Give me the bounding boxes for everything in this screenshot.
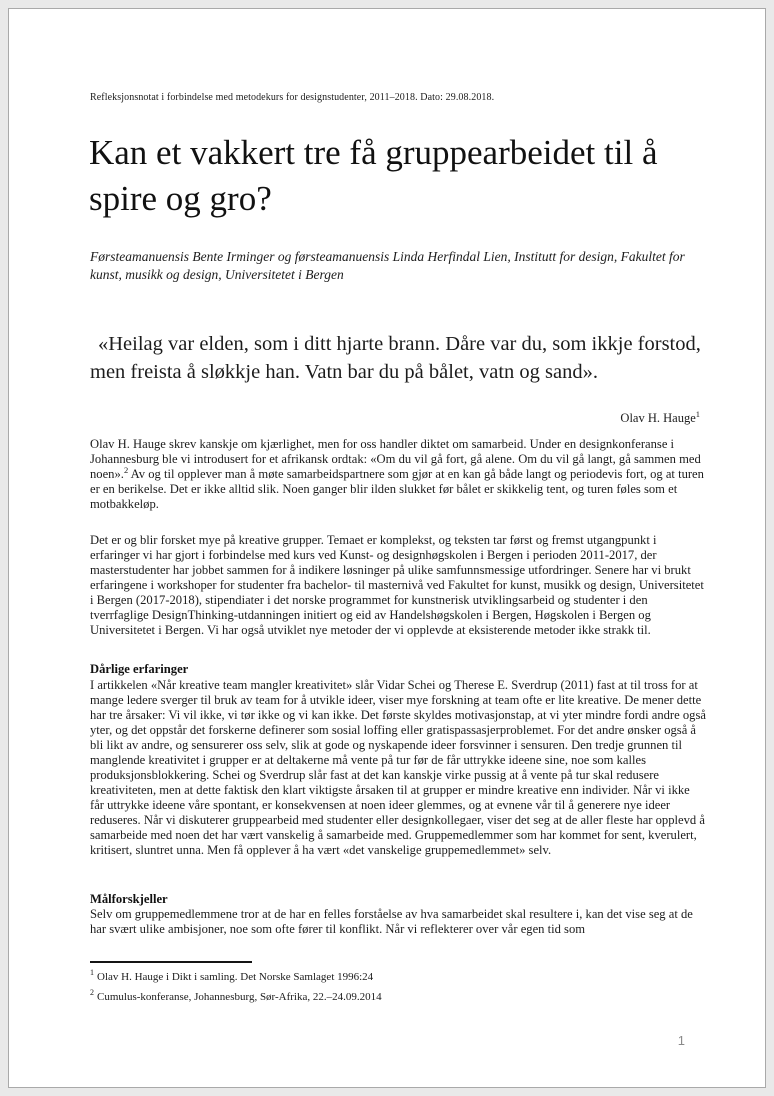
footnote-1-number: 1	[90, 968, 94, 978]
paragraph-darlige-erfaringer: I artikkelen «Når kreative team mangler kreativitet» slår Vidar Schei og Therese E. Sverdrup (2011) fast at til tross for at mange ledere sverger til bruk av team for å utvikle ideer, viser mye forskning at team ofte er lite kreative. De mener dette har tre årsaker: Vi vil ikke, vi tør ikke og vi kan ikke. Det første skyldes motivasjonstap, at vi yter mindre fordi andre også yter, og det oppstår det forskerne definerer som sosial loffing eller gratispassasjerproblemet. For det andre ønsker også å bli likt av andre, og sensurerer oss selv, slik at gode og nyskapende ideer forsvinner i sensuren. Den tredje grunnen til manglende kreativitet i grupper er at deltakerne må vente på tur før de får uttrykke ideene sine, noe som kalles produksjonsblokkering. Schei og Sverdrup slår fast at det kan kanskje virke pussig at å vente på tur skal redusere kreativiteten, men at dette faktisk den klart viktigste årsaken til at grupper er mindre kreative enn individer. Når vi ikke får uttrykke ideene våre spontant, er konsekvensen at noen ideer glemmes, og at evnene vår til å generere nye ideer reduseres. Når vi diskuterer gruppearbeid med studenter eller designkollegaer, viser det seg at de aller fleste har opplevd å samarbeide med noen det har vært vanskelig å samarbeide med. Gruppemedlemmer som har kommet for sent, kverulert, kritisert, sluntret unna. Men få opplever å ha vært «det vanskelige gruppemedlemmet» selv.	[90, 678, 706, 857]
footnote-1-text: Olav H. Hauge i Dikt i samling. Det Norske Samlaget 1996:24	[97, 971, 374, 983]
paragraph-intro-text-post: Av og til opplever man å møte samarbeidspartnere som gjør at en kan gå både langt og periodevis fort, og at turen er en berikelse. Det er ikke alltid slik. Noen ganger blir ilden slukket før bålet er skikkelig tent, og turen føles som et motbakkeløp.	[90, 467, 704, 511]
quote-attribution	[90, 408, 700, 426]
paragraph-intro-text-pre: Olav H. Hauge skrev kanskje om kjærlighet, men for oss handler diktet om samarbeid. Under en designkonferanse i Johannesburg ble vi introdusert for et afrikansk ordtak: «Om du vil gå fort, gå alene. Om du vil gå langt, gå sammen med noen».	[90, 437, 701, 481]
epigraph-quote: «Heilag var elden, som i ditt hjarte brann. Dåre var du, som ikkje forstod, men freista å sløkkje han. Vatn bar du på bålet, vatn og sand».	[90, 333, 701, 383]
footnote-1	[90, 970, 690, 984]
page-title: Kan et vakkert tre få gruppearbeidet til å spire og gro?	[89, 133, 658, 218]
paragraph-malforskjeller: Selv om gruppemedlemmene tror at de har en felles forståelse av hva samarbeidet skal resultere i, kan det vise seg at de har svært ulike ambisjoner, noe som ofte fører til konflikt. Når vi reflekterer over vår egen tid som	[90, 907, 693, 936]
running-header: Refleksjonsnotat i forbindelse med metodekurs for designstudenter, 2011–2018. Dato: 29.08.2018.	[90, 92, 495, 103]
section-heading-darlige-erfaringer: Dårlige erfaringer	[90, 662, 189, 676]
paragraph-background: Det er og blir forsket mye på kreative grupper. Temaet er komplekst, og teksten tar først og fremst utgangpunkt i erfaringer vi har gjort i forbindelse med kurs ved Kunst- og designhøgskolen i Bergen i perioden 2011-2017, der masterstudenter har jobbet sammen for å indikere løsninger på ulike samfunnsmessige utfordringer. Senere har vi brukt erfaringene i workshoper for studenter fra bachelor- til masternivå ved Fakultet for kunst, musikk og design, Universitetet i Bergen (2017-2018), stipendiater i det norske programmet for kunstnerisk utviklingsarbeid og studenter i den tverrfaglige DesignThinking-utdanningen initiert og eid av Handelshøgskolen i Bergen, Høgskolen i Bergen og Universitetet i Bergen. Vi har også utviklet nye metoder der vi opplevde at eksisterende metoder ikke strakk til.	[90, 533, 704, 637]
footnote-2-number: 2	[90, 988, 94, 998]
footnote-separator-rule	[90, 961, 252, 963]
page-number: 1	[677, 1033, 685, 1048]
section-heading-malforskjeller: Målforskjeller	[90, 892, 168, 906]
footnote-2-text: Cumulus-konferanse, Johannesburg, Sør-Afrika, 22.–24.09.2014	[97, 991, 382, 1003]
author-line: Førsteamanuensis Bente Irminger og førsteamanuensis Linda Herfindal Lien, Institutt for design, Fakultet for kunst, musikk og design, Universitetet i Bergen	[90, 249, 685, 282]
footnote-2	[90, 990, 690, 1004]
paragraph-intro	[90, 437, 706, 512]
document-page	[8, 8, 766, 1088]
footnote-marker-2: 2	[123, 464, 129, 475]
footnote-marker-1: 1	[695, 408, 700, 419]
quote-attribution-name: Olav H. Hauge	[620, 411, 696, 425]
